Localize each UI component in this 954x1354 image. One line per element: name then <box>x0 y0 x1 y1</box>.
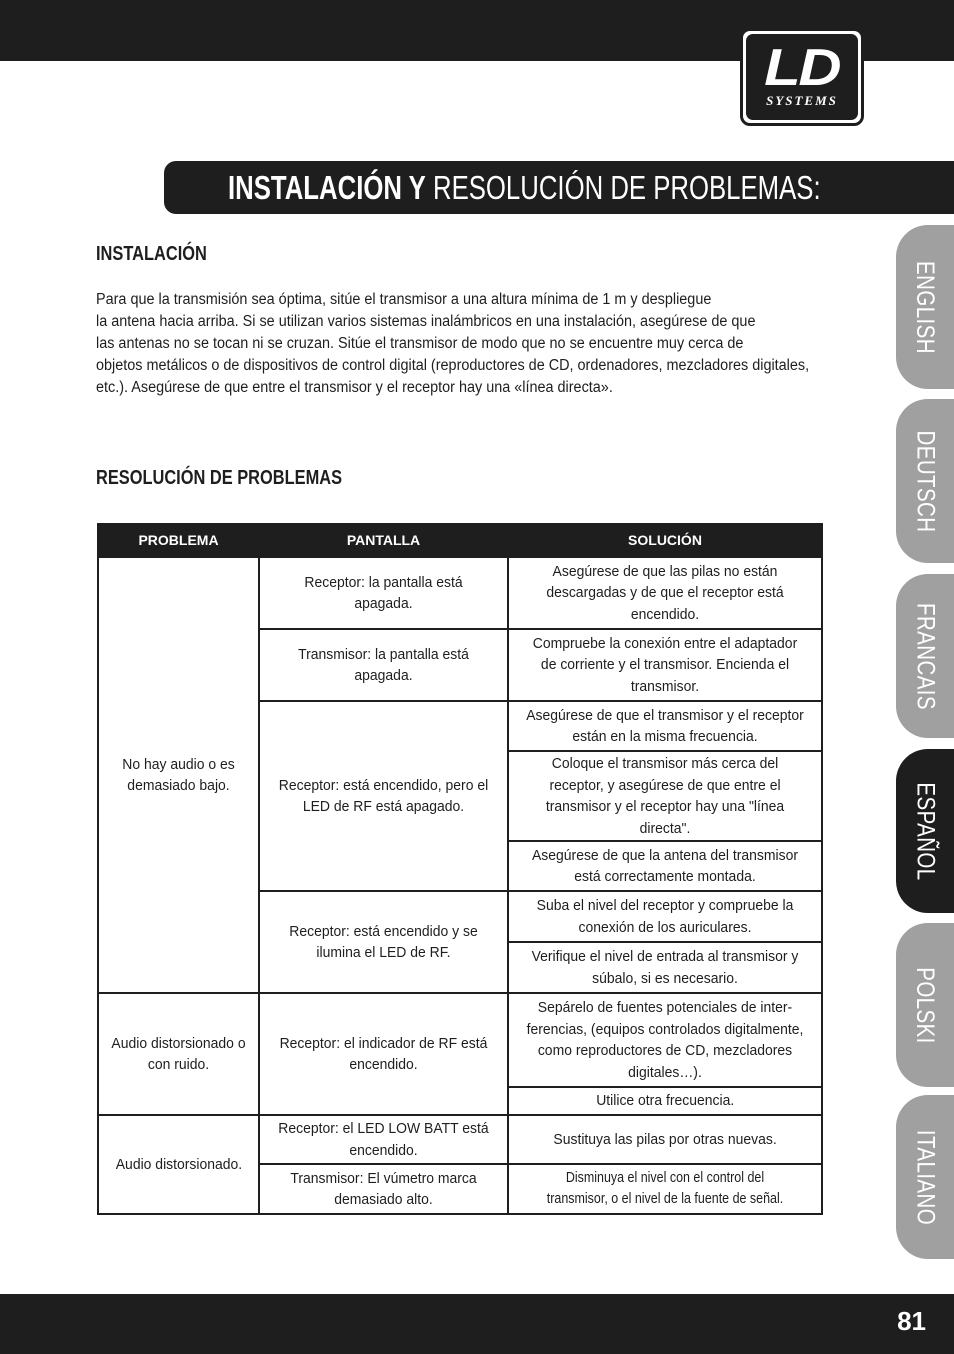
solution-text: Suba el nivel del receptor y compruebe la conexión de los auriculares. <box>536 897 794 936</box>
solution-cell <box>508 942 822 993</box>
solution-text: Sustituya las pilas por otras nuevas. <box>553 1130 777 1148</box>
display-cell <box>259 1164 508 1214</box>
display-text: Receptor: está encendido y se ilumina el LED de RF. <box>289 922 478 961</box>
paragraph-line: Para que la transmisión sea óptima, sitúe el transmisor a una altura mínima de 1 m y despliegue <box>96 291 712 308</box>
solution-cell <box>508 841 822 891</box>
table-row <box>98 1115 822 1164</box>
logo-main-text: LD <box>764 39 840 97</box>
header-solution: SOLUCIÓN <box>508 524 822 557</box>
solution-text: Utilice otra frecuencia. <box>595 1092 735 1110</box>
problem-text: Audio distorsionado o con ruido. <box>111 1034 246 1073</box>
tab-polski[interactable] <box>896 923 954 1087</box>
tab-francais[interactable] <box>896 574 954 738</box>
solution-text: Compruebe la conexión entre el adaptador de corriente y el transmisor. Encienda el transmisor. <box>532 634 798 695</box>
tab-label: ESPAÑOL <box>911 781 940 881</box>
troubleshooting-table <box>97 523 823 1215</box>
display-text: Transmisor: El vúmetro marca demasiado alto. <box>290 1169 477 1208</box>
solution-text: Verifique el nivel de entrada al transmisor y súbalo, si es necesario. <box>531 948 799 987</box>
display-text: Receptor: el LED LOW BATT está encendido. <box>278 1120 489 1159</box>
display-cell <box>259 993 508 1115</box>
bottom-bar <box>0 1294 954 1354</box>
title-banner <box>164 161 954 214</box>
logo-plate <box>746 34 858 120</box>
display-text: Transmisor: la pantalla está apagada. <box>298 645 469 684</box>
solution-cell <box>508 751 822 841</box>
tab-label: FRANCAIS <box>911 602 940 710</box>
solution-cell <box>508 629 822 701</box>
page-title-rest: RESOLUCIÓN DE PROBLEMAS: <box>425 168 821 206</box>
logo-sub-text: SYSTEMS <box>766 93 838 108</box>
tab-english[interactable] <box>896 225 954 389</box>
solution-cell <box>508 891 822 942</box>
table-header-row <box>98 524 822 557</box>
header-display: PANTALLA <box>259 524 508 557</box>
tab-deutsch[interactable] <box>896 399 954 563</box>
tab-espanol[interactable] <box>896 749 954 913</box>
page-title <box>228 168 821 208</box>
solution-text: Asegúrese de que la antena del transmisor está correctamente montada. <box>531 846 798 885</box>
paragraph-line: objetos metálicos o de dispositivos de control digital (reproductores de CD, ordenadores, mezcladores digitales, <box>96 357 810 374</box>
header-problem: PROBLEMA <box>98 524 259 557</box>
installation-paragraph <box>96 289 856 399</box>
tab-italiano[interactable] <box>896 1095 954 1259</box>
solution-text: Disminuya el nivel con el control del transmisor, o el nivel de la fuente de señal. <box>546 1169 784 1207</box>
table-row <box>98 993 822 1087</box>
page-title-bold: INSTALACIÓN Y <box>228 168 426 206</box>
solution-text: Sepárelo de fuentes potenciales de inter-ferencias, (equipos controlados digitalmente, como reproductores de CD, mezcladores digitales…). <box>526 999 804 1081</box>
paragraph-line: la antena hacia arriba. Si se utilizan varios sistemas inalámbricos en una instalación, asegúrese de que <box>96 313 756 330</box>
solution-cell <box>508 1087 822 1115</box>
problem-cell <box>98 993 259 1115</box>
display-cell <box>259 891 508 993</box>
problem-cell <box>98 1115 259 1214</box>
solution-text: Asegúrese de que las pilas no están descargadas y de que el receptor está encendido. <box>546 562 784 623</box>
display-text: Receptor: el indicador de RF está encendido. <box>279 1034 488 1073</box>
tab-label: ENGLISH <box>911 260 940 354</box>
table-row <box>98 557 822 629</box>
solution-text: Coloque el transmisor más cerca del receptor, y asegúrese de que entre el transmisor y el receptor hay una "línea directa". <box>545 755 785 837</box>
display-cell <box>259 701 508 891</box>
solution-text: Asegúrese de que el transmisor y el receptor están en la misma frecuencia. <box>526 706 804 745</box>
display-cell <box>259 1115 508 1164</box>
tab-label: DEUTSCH <box>911 430 940 532</box>
page-number: 81 <box>897 1306 926 1336</box>
tab-label: POLSKI <box>911 966 940 1044</box>
display-cell <box>259 629 508 701</box>
troubleshooting-heading: RESOLUCIÓN DE PROBLEMAS <box>96 467 343 489</box>
problem-cell <box>98 557 259 993</box>
display-cell <box>259 557 508 629</box>
display-text: Receptor: está encendido, pero el LED de RF está apagado. <box>278 776 489 815</box>
problem-text: No hay audio o es demasiado bajo. <box>122 755 235 794</box>
paragraph-line: las antenas no se tocan ni se cruzan. Sitúe el transmisor de modo que no se encuentre muy cerca de <box>96 335 744 352</box>
ld-systems-logo <box>740 28 864 126</box>
solution-cell <box>508 1164 822 1214</box>
installation-heading: INSTALACIÓN <box>96 243 207 265</box>
solution-cell <box>508 557 822 629</box>
solution-cell <box>508 1115 822 1164</box>
solution-cell <box>508 993 822 1087</box>
display-text: Receptor: la pantalla está apagada. <box>304 573 463 612</box>
paragraph-line: etc.). Asegúrese de que entre el transmisor y el receptor hay una «línea directa». <box>96 379 613 396</box>
problem-text: Audio distorsionado. <box>115 1155 242 1173</box>
solution-cell <box>508 701 822 751</box>
tab-label: ITALIANO <box>911 1129 940 1225</box>
